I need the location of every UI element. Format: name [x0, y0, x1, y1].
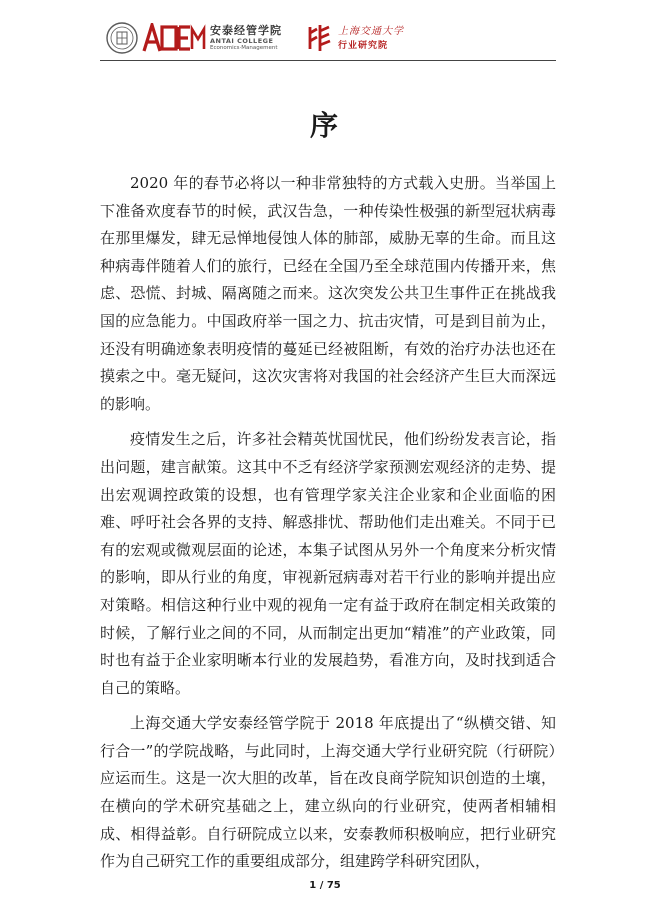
page-number: 1 / 75 [309, 880, 341, 891]
university-seal-logo [106, 22, 138, 54]
paragraph-1: 2020 年的春节必将以一种非常独特的方式载入史册。当举国上下准备欢度春节的时候，武汉告急，一种传染性极强的新型冠状病毒在那里爆发，肆无忌惮地侵蚀人体的肺部，威胁无辜的生命。而且这种病毒伴随着人们的旅行，已经在全国乃至全球范围内传播开来，焦虑、恐慌、封城、隔离随之而来。这次突发公共卫生事件正在挑战我国的应急能力。中国政府举一国之力、抗击灾情，可是到目前为止，还没有明确迹象表明疫情的蔓延已经被阻断，有效的治疗办法也还在摸索之中。毫无疑问，这次灾害将对我国的社会经济产生巨大而深远的影响。 [100, 174, 556, 413]
institute-name: 行业研究院 [338, 41, 389, 51]
sjtu-script-name: 上海交通大学 [338, 26, 404, 37]
college-name [210, 24, 282, 52]
college-name-en-sub: Economics·Management [210, 45, 278, 51]
paragraph-2: 疫情发生之后，许多社会精英忧国忧民，他们纷纷发表言论，指出问题，建言献策。这其中不乏有经济学家预测宏观经济的走势、提出宏观调控政策的设想，也有管理学家关注企业家和企业面临的困难、呼吁社会各界的支持、解惑排忧、帮助他们走出难关。不同于已有的宏观或微观层面的论述，本集子试图从另外一个角度来分析灾情的影响，即从行业的角度，审视新冠病毒对若干行业的影响并提出应对策略。相信这种行业中观的视角一定有益于政府在制定相关政策的时候，了解行业之间的不同，从而制定出更加“精准”的产业政策，同时也有益于企业家明晰本行业的发展趋势，看准方向，及时找到适合自己的策略。 [100, 430, 556, 697]
institute-logo [307, 23, 333, 53]
acem-logo [142, 23, 206, 53]
college-name-en: ANTAI COLLEGE [210, 37, 274, 45]
college-name-cn: 安泰经管学院 [210, 24, 282, 37]
header-rule [100, 60, 556, 61]
paragraph-3: 上海交通大学安泰经管学院于 2018 年底提出了“纵横交错、知行合一”的学院战略，与此同时，上海交通大学行业研究院（行研院）应运而生。这是一次大胆的改革，旨在改良商学院知识创造的土壤，在横向的学术研究基础之上，建立纵向的行业研究，使两者相辅相成、相得益彰。自行研院成立以来，安泰教师积极响应，把行业研究作为自己研究工作的重要组成部分，组建跨学科研究团队， [100, 714, 556, 871]
page-header [100, 20, 555, 58]
body-text [100, 170, 556, 884]
page-title: 序 [309, 108, 340, 142]
